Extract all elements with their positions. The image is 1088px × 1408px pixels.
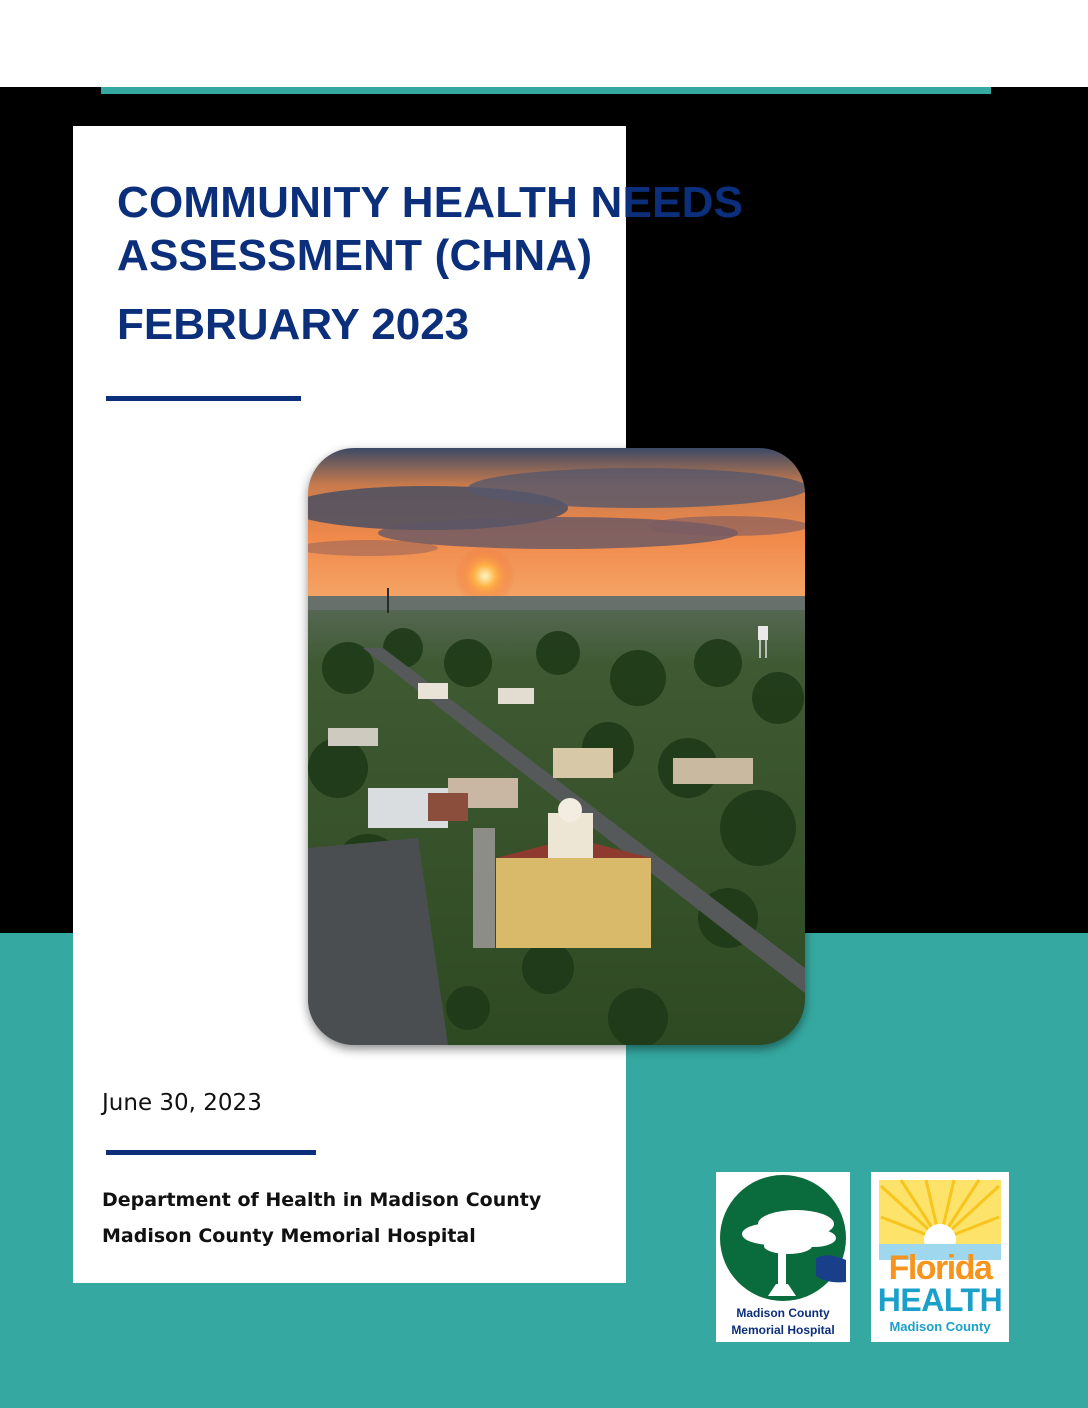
title-divider xyxy=(106,396,301,401)
report-date: June 30, 2023 xyxy=(102,1090,262,1116)
organization-line-2: Madison County Memorial Hospital xyxy=(102,1225,476,1247)
florida-health-word-florida: Florida xyxy=(888,1249,992,1287)
aerial-town-sunset-photo xyxy=(308,448,805,1045)
oak-tree-logo xyxy=(716,1172,850,1302)
report-title-line-2: ASSESSMENT (CHNA) xyxy=(117,231,593,280)
organization-line-1: Department of Health in Madison County xyxy=(102,1189,542,1211)
report-title-line-1: COMMUNITY HEALTH NEEDS xyxy=(117,178,744,227)
florida-health-logo xyxy=(871,1172,1009,1342)
report-subtitle: FEBRUARY 2023 xyxy=(117,300,470,349)
top-teal-rule xyxy=(101,87,991,94)
date-divider xyxy=(106,1150,316,1155)
florida-health-county: Madison County xyxy=(889,1319,991,1334)
florida-health-word-health: HEALTH xyxy=(877,1282,1003,1318)
hospital-logo-line-2: Memorial Hospital xyxy=(731,1323,835,1337)
report-title xyxy=(117,176,743,282)
hospital-logo xyxy=(716,1172,850,1342)
hospital-logo-line-1: Madison County xyxy=(736,1306,830,1320)
